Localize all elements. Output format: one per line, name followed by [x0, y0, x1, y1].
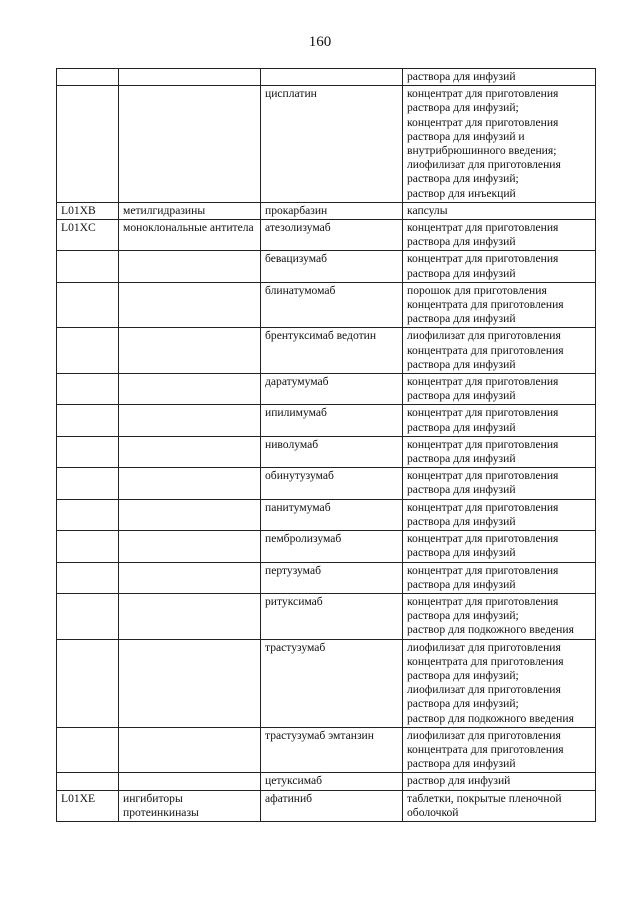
cell-form	[403, 69, 596, 86]
form-text: раствор для подкожного введения	[407, 711, 574, 725]
cell-code	[57, 562, 119, 593]
form-text: концентрат для приготовления раствора для инфузий и внутрибрюшинного введения;	[407, 115, 559, 158]
cell-form	[403, 468, 596, 499]
form-text: порошок для приготовления концентрата для приготовления раствора для инфузий	[407, 283, 564, 326]
drug-text: блинатумомаб	[265, 283, 336, 297]
cell-code	[57, 86, 119, 203]
cell-form	[403, 727, 596, 773]
cell-code	[57, 202, 119, 219]
form-text: концентрат для приготовления раствора для инфузий;	[407, 87, 559, 115]
cell-drug	[261, 562, 403, 593]
cell-group	[119, 593, 261, 639]
cell-form	[403, 328, 596, 374]
table-row	[57, 405, 596, 436]
cell-code	[57, 328, 119, 374]
table-row	[57, 86, 596, 203]
drug-text: брентуксимаб ведотин	[265, 329, 377, 343]
table-row	[57, 593, 596, 639]
cell-form	[403, 790, 596, 821]
cell-group	[119, 374, 261, 405]
cell-form	[403, 251, 596, 282]
table-row	[57, 562, 596, 593]
cell-drug	[261, 374, 403, 405]
cell-drug	[261, 773, 403, 790]
drug-text: бевацизумаб	[265, 252, 328, 266]
group-text: ингибиторы протеинкиназы	[123, 791, 199, 819]
form-text: концентрат для приготовления раствора для инфузий	[407, 500, 559, 528]
cell-group	[119, 531, 261, 562]
form-text: раствор для инфузий	[407, 774, 511, 788]
cell-code	[57, 436, 119, 467]
form-text: раствор для инъекций	[407, 186, 516, 200]
form-text: концентрат для приготовления раствора для инфузий	[407, 375, 559, 403]
group-text: моноклональные антитела	[123, 221, 254, 235]
cell-drug	[261, 499, 403, 530]
cell-group	[119, 499, 261, 530]
cell-group	[119, 436, 261, 467]
form-text: концентрат для приготовления раствора для инфузий	[407, 563, 559, 591]
cell-form	[403, 282, 596, 328]
drug-text: цетуксимаб	[265, 774, 323, 788]
drug-text: ниволумаб	[265, 437, 319, 451]
drug-table-body	[57, 69, 596, 822]
form-text: лиофилизат для приготовления концентрата для приготовления раствора для инфузий	[407, 728, 564, 771]
cell-code	[57, 405, 119, 436]
form-text: концентрат для приготовления раствора для инфузий	[407, 437, 559, 466]
table-row	[57, 69, 596, 86]
cell-group	[119, 220, 261, 251]
cell-drug	[261, 790, 403, 821]
form-text: капсулы	[407, 203, 448, 217]
table-row	[57, 328, 596, 374]
table-row	[57, 773, 596, 790]
cell-code	[57, 773, 119, 790]
cell-code	[57, 251, 119, 282]
cell-form	[403, 499, 596, 530]
table-row	[57, 790, 596, 821]
form-text: концентрат для приготовления раствора для инфузий;	[407, 594, 559, 623]
form-text: лиофилизат для приготовления концентрата для приготовления раствора для инфузий	[407, 329, 564, 371]
page-number: 160	[308, 34, 332, 50]
cell-drug	[261, 436, 403, 467]
cell-code	[57, 282, 119, 328]
cell-group	[119, 468, 261, 499]
table-row	[57, 468, 596, 499]
table-row	[57, 727, 596, 773]
cell-drug	[261, 220, 403, 251]
cell-drug	[261, 593, 403, 639]
cell-form	[403, 202, 596, 219]
drug-table	[56, 68, 596, 822]
form-text: концентрат для приготовления раствора для инфузий	[407, 532, 559, 560]
cell-form	[403, 531, 596, 562]
cell-drug	[261, 86, 403, 203]
cell-form	[403, 773, 596, 790]
cell-group	[119, 405, 261, 436]
drug-text: даратумумаб	[265, 375, 329, 389]
cell-code	[57, 499, 119, 530]
table-row	[57, 436, 596, 467]
cell-form	[403, 405, 596, 436]
cell-code	[57, 727, 119, 773]
cell-form	[403, 436, 596, 467]
cell-code	[57, 790, 119, 821]
drug-text: пембролизумаб	[265, 532, 342, 546]
cell-form	[403, 639, 596, 727]
drug-text: трастузумаб	[265, 640, 326, 654]
code-text: L01XC	[61, 221, 96, 235]
table-row	[57, 282, 596, 328]
table-row	[57, 202, 596, 219]
drug-text: прокарбазин	[265, 203, 328, 217]
drug-text: трастузумаб эмтанзин	[265, 728, 374, 742]
cell-code	[57, 69, 119, 86]
cell-group	[119, 202, 261, 219]
table-row	[57, 220, 596, 251]
drug-text: цисплатин	[265, 87, 317, 101]
cell-group	[119, 328, 261, 374]
cell-form	[403, 562, 596, 593]
cell-drug	[261, 531, 403, 562]
form-text: таблетки, покрытые пленочной оболочкой	[407, 791, 562, 819]
form-text: концентрат для приготовления раствора для инфузий	[407, 252, 559, 280]
cell-group	[119, 790, 261, 821]
cell-form	[403, 86, 596, 203]
table-row	[57, 251, 596, 282]
cell-drug	[261, 202, 403, 219]
cell-code	[57, 639, 119, 727]
cell-drug	[261, 282, 403, 328]
drug-text: панитумумаб	[265, 500, 331, 514]
cell-drug	[261, 69, 403, 86]
cell-code	[57, 531, 119, 562]
cell-group	[119, 282, 261, 328]
cell-code	[57, 220, 119, 251]
drug-text: ритуксимаб	[265, 594, 323, 608]
drug-text: атезолизумаб	[265, 221, 331, 235]
drug-text: афатиниб	[265, 791, 313, 805]
cell-drug	[261, 405, 403, 436]
code-text: L01XE	[61, 791, 96, 805]
form-text: концентрат для приготовления раствора для инфузий	[407, 469, 559, 497]
table-row	[57, 374, 596, 405]
cell-drug	[261, 727, 403, 773]
cell-drug	[261, 251, 403, 282]
cell-form	[403, 220, 596, 251]
cell-form	[403, 593, 596, 639]
table-row	[57, 639, 596, 727]
code-text: L01XB	[61, 203, 96, 217]
cell-drug	[261, 468, 403, 499]
cell-code	[57, 374, 119, 405]
form-text: раствора для инфузий	[407, 70, 516, 83]
table-row	[57, 499, 596, 530]
form-text: лиофилизат для приготовления концентрата для приготовления раствора для инфузий;	[407, 640, 564, 682]
cell-group	[119, 251, 261, 282]
cell-group	[119, 773, 261, 790]
cell-group	[119, 69, 261, 86]
cell-drug	[261, 639, 403, 727]
drug-text: ипилимумаб	[265, 406, 327, 420]
cell-code	[57, 468, 119, 499]
table-row	[57, 531, 596, 562]
cell-group	[119, 86, 261, 203]
form-text: лиофилизат для приготовления раствора для инфузий;	[407, 158, 561, 186]
drug-text: пертузумаб	[265, 563, 321, 577]
cell-group	[119, 562, 261, 593]
group-text: метилгидразины	[123, 203, 206, 217]
form-text: раствор для подкожного введения	[407, 623, 574, 637]
cell-group	[119, 639, 261, 727]
cell-form	[403, 374, 596, 405]
drug-text: обинутузумаб	[265, 469, 334, 483]
form-text: концентрат для приготовления раствора для инфузий	[407, 221, 559, 249]
form-text: концентрат для приготовления раствора для инфузий	[407, 406, 559, 434]
cell-code	[57, 593, 119, 639]
form-text: лиофилизат для приготовления раствора для инфузий;	[407, 683, 561, 711]
cell-drug	[261, 328, 403, 374]
cell-group	[119, 727, 261, 773]
